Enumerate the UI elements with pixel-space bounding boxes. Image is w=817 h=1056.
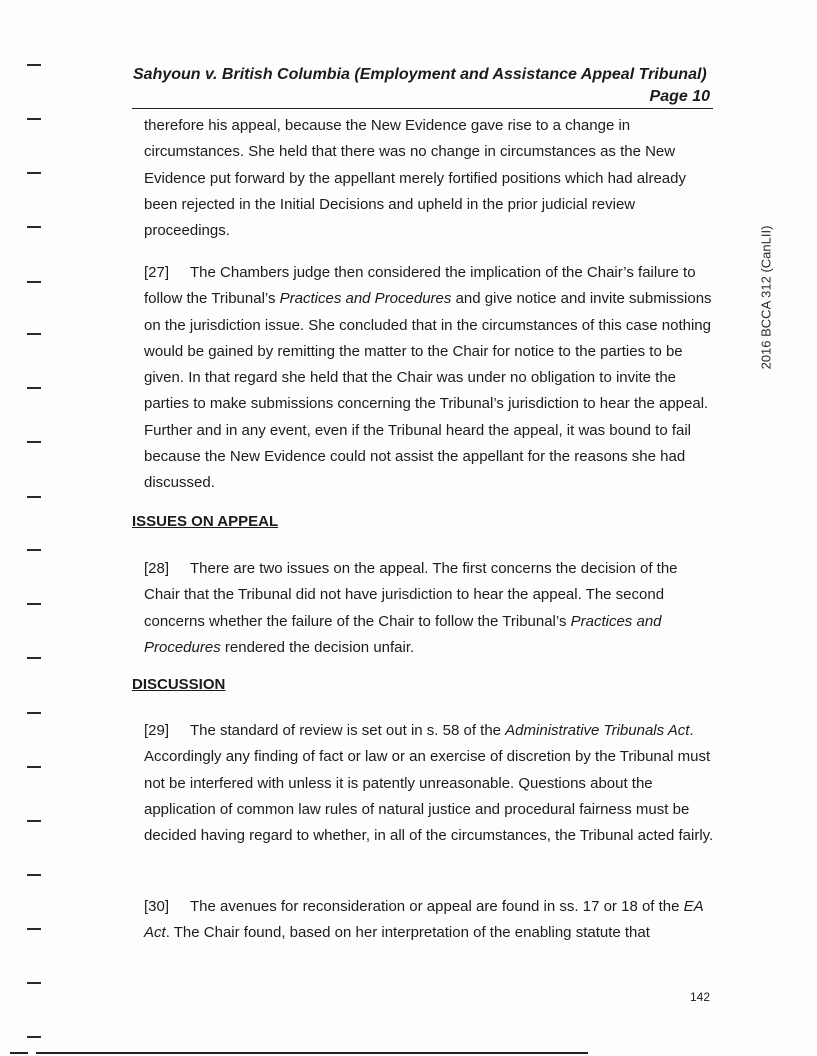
emphasis-text: Practices and Procedures	[144, 612, 662, 656]
paragraph-text: and give notice and invite submissions on the jurisdiction issue. She concluded that in the circumstances of this case nothing would be gained by remitting the matter to the Chair for notice to the parties to be given. In that regard she held that the Chair was under no obligation to invite the parties to make submissions concerning the Tribunal’s jurisdiction to hear the appeal. Further and in any event, even if the Tribunal heard the appeal, it was bound to fail because the New Evidence could not assist the appellant for the reasons she had discussed.	[144, 290, 712, 492]
paragraph-text: The Chambers judge then considered the implication of the Chair’s failure to follow the Tribunal’s	[144, 264, 696, 308]
paragraph-number: [30]	[144, 898, 170, 915]
margin-tick	[27, 603, 41, 605]
margin-tick	[27, 226, 41, 228]
footer-page-number: 142	[689, 990, 710, 1004]
paragraph-28	[144, 556, 716, 661]
emphasis-text: Practices and Procedures	[279, 290, 452, 308]
paragraph-30	[144, 894, 716, 947]
margin-tick	[27, 333, 41, 335]
margin-tick	[27, 982, 41, 984]
scan-edge-rule	[36, 1052, 588, 1054]
paragraph-text: There are two issues on the appeal. The first concerns the decision of the Chair that the Tribunal did not have jurisdiction to hear the appeal. The second concerns whether the failure of the Chair to follow the Tribunal’s	[144, 560, 678, 630]
paragraph-text: The standard of review is set out in s. 58 of the	[190, 722, 506, 739]
paragraph-26-continuation	[144, 113, 716, 244]
margin-tick	[27, 874, 41, 876]
margin-tick	[27, 172, 41, 174]
margin-tick	[27, 496, 41, 498]
margin-tick	[27, 441, 41, 443]
margin-tick	[27, 928, 41, 930]
paragraph-text: The avenues for reconsideration or appeal are found in ss. 17 or 18 of the	[190, 898, 684, 915]
paragraph-number: [27]	[144, 264, 170, 281]
margin-tick	[27, 766, 41, 768]
margin-tick	[27, 820, 41, 822]
margin-tick	[27, 387, 41, 389]
margin-tick	[27, 281, 41, 283]
margin-tick	[27, 712, 41, 714]
paragraph-text: . Accordingly any finding of fact or law or an exercise of discretion by the Tribunal must not be interfered with unless it is patently unreasonable. Questions about the application of common law rules of natural justice and procedural fairness must be decided having regard to whether, in all of the circumstances, the Tribunal acted fairly.	[144, 722, 714, 845]
paragraph-text: therefore his appeal, because the New Evidence gave rise to a change in circumstances. She held that there was no change in circumstances as the New Evidence put forward by the appellant merely fortified positions which had already been rejected in the Initial Decisions and upheld in the prior judicial review proceedings.	[144, 117, 686, 240]
paragraph-text: rendered the decision unfair.	[220, 638, 415, 656]
margin-tick	[27, 549, 41, 551]
header-divider	[132, 108, 713, 109]
heading-discussion: DISCUSSION	[132, 676, 226, 693]
paragraph-number: [29]	[144, 722, 170, 739]
document-title: Sahyoun v. British Columbia (Employment and Assistance Appeal Tribunal)	[133, 66, 707, 83]
heading-issues-on-appeal: ISSUES ON APPEAL	[132, 513, 279, 530]
margin-tick	[27, 1036, 41, 1038]
margin-tick	[27, 657, 41, 659]
paragraph-text: . The Chair found, based on her interpretation of the enabling statute that	[165, 924, 650, 942]
paragraph-number: [28]	[144, 560, 170, 577]
margin-tick	[27, 118, 41, 120]
paragraph-29	[144, 718, 716, 849]
page-label: Page 10	[649, 88, 710, 105]
scan-edge-mark	[10, 1052, 28, 1054]
emphasis-text: EA Act	[144, 898, 704, 942]
paragraph-27	[144, 260, 716, 497]
side-citation: 2016 BCCA 312 (CanLII)	[758, 225, 774, 370]
emphasis-text: Administrative Tribunals Act	[505, 722, 690, 739]
margin-tick	[27, 64, 41, 66]
